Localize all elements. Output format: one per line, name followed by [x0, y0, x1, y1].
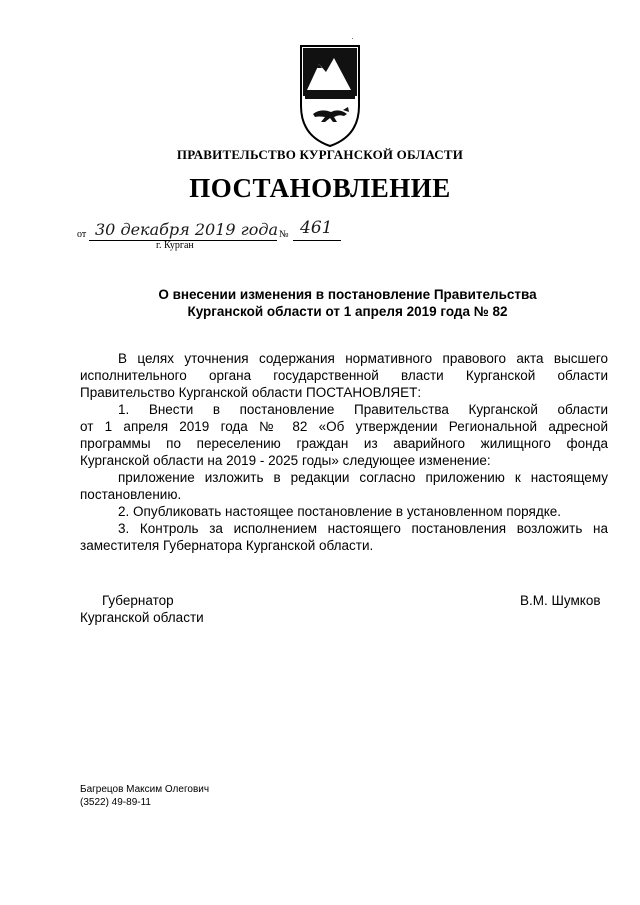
body-line: 3. Контроль за исполнением настоящего постановления возложить на	[118, 521, 608, 536]
body-line: от 1 апреля 2019 года № 82 «Об утверждении Региональной адресной	[80, 419, 608, 434]
body-line: 2. Опубликовать настоящее постановление в установленном порядке.	[118, 504, 562, 519]
title-line: О внесении изменения в постановление Правительства	[158, 287, 537, 302]
document-type-heading: ПОСТАНОВЛЕНИЕ	[189, 173, 451, 203]
executor-phone: (3522) 49-89-11	[80, 797, 151, 808]
body-line: заместителя Губернатора Курганской области.	[80, 538, 374, 553]
title-line: Курганской области от 1 апреля 2019 года № 82	[187, 304, 508, 319]
coat-of-arms-emblem	[299, 44, 361, 148]
document-number: 461	[300, 218, 333, 238]
date-prefix: от	[77, 229, 87, 240]
document-title	[80, 286, 615, 320]
number-prefix: №	[279, 229, 289, 240]
body-line: В целях уточнения содержания нормативного правового акта высшего	[118, 351, 608, 366]
body-line: исполнительного органа государственной власти Курганской области	[80, 368, 608, 383]
document-date: 30 декабря 2019 года	[95, 220, 279, 239]
body-line: Курганской области на 2019 - 2025 годы» следующее изменение:	[80, 453, 491, 468]
government-name: ПРАВИТЕЛЬСТВО КУРГАНСКОЙ ОБЛАСТИ	[176, 147, 464, 162]
body-line: приложение изложить в редакции согласно приложению к настоящему	[118, 470, 608, 485]
executor-name: Багрецов Максим Олегович	[80, 784, 210, 795]
body-line: 1. Внести в постановление Правительства Курганской области	[118, 402, 608, 417]
signatory-title: Губернатор	[102, 593, 174, 608]
body-line: программы по переселению граждан из аварийного жилищного фонда	[80, 436, 608, 451]
body-line: постановлению.	[80, 487, 182, 502]
body-line: Правительство Курганской области ПОСТАНОВЛЯЕТ:	[80, 385, 422, 400]
signatory-title: Курганской области	[80, 610, 204, 625]
signatory-name: В.М. Шумков	[520, 593, 601, 608]
number-underline	[293, 240, 341, 241]
document-city: г. Курган	[156, 240, 194, 251]
scan-dot	[352, 38, 353, 39]
